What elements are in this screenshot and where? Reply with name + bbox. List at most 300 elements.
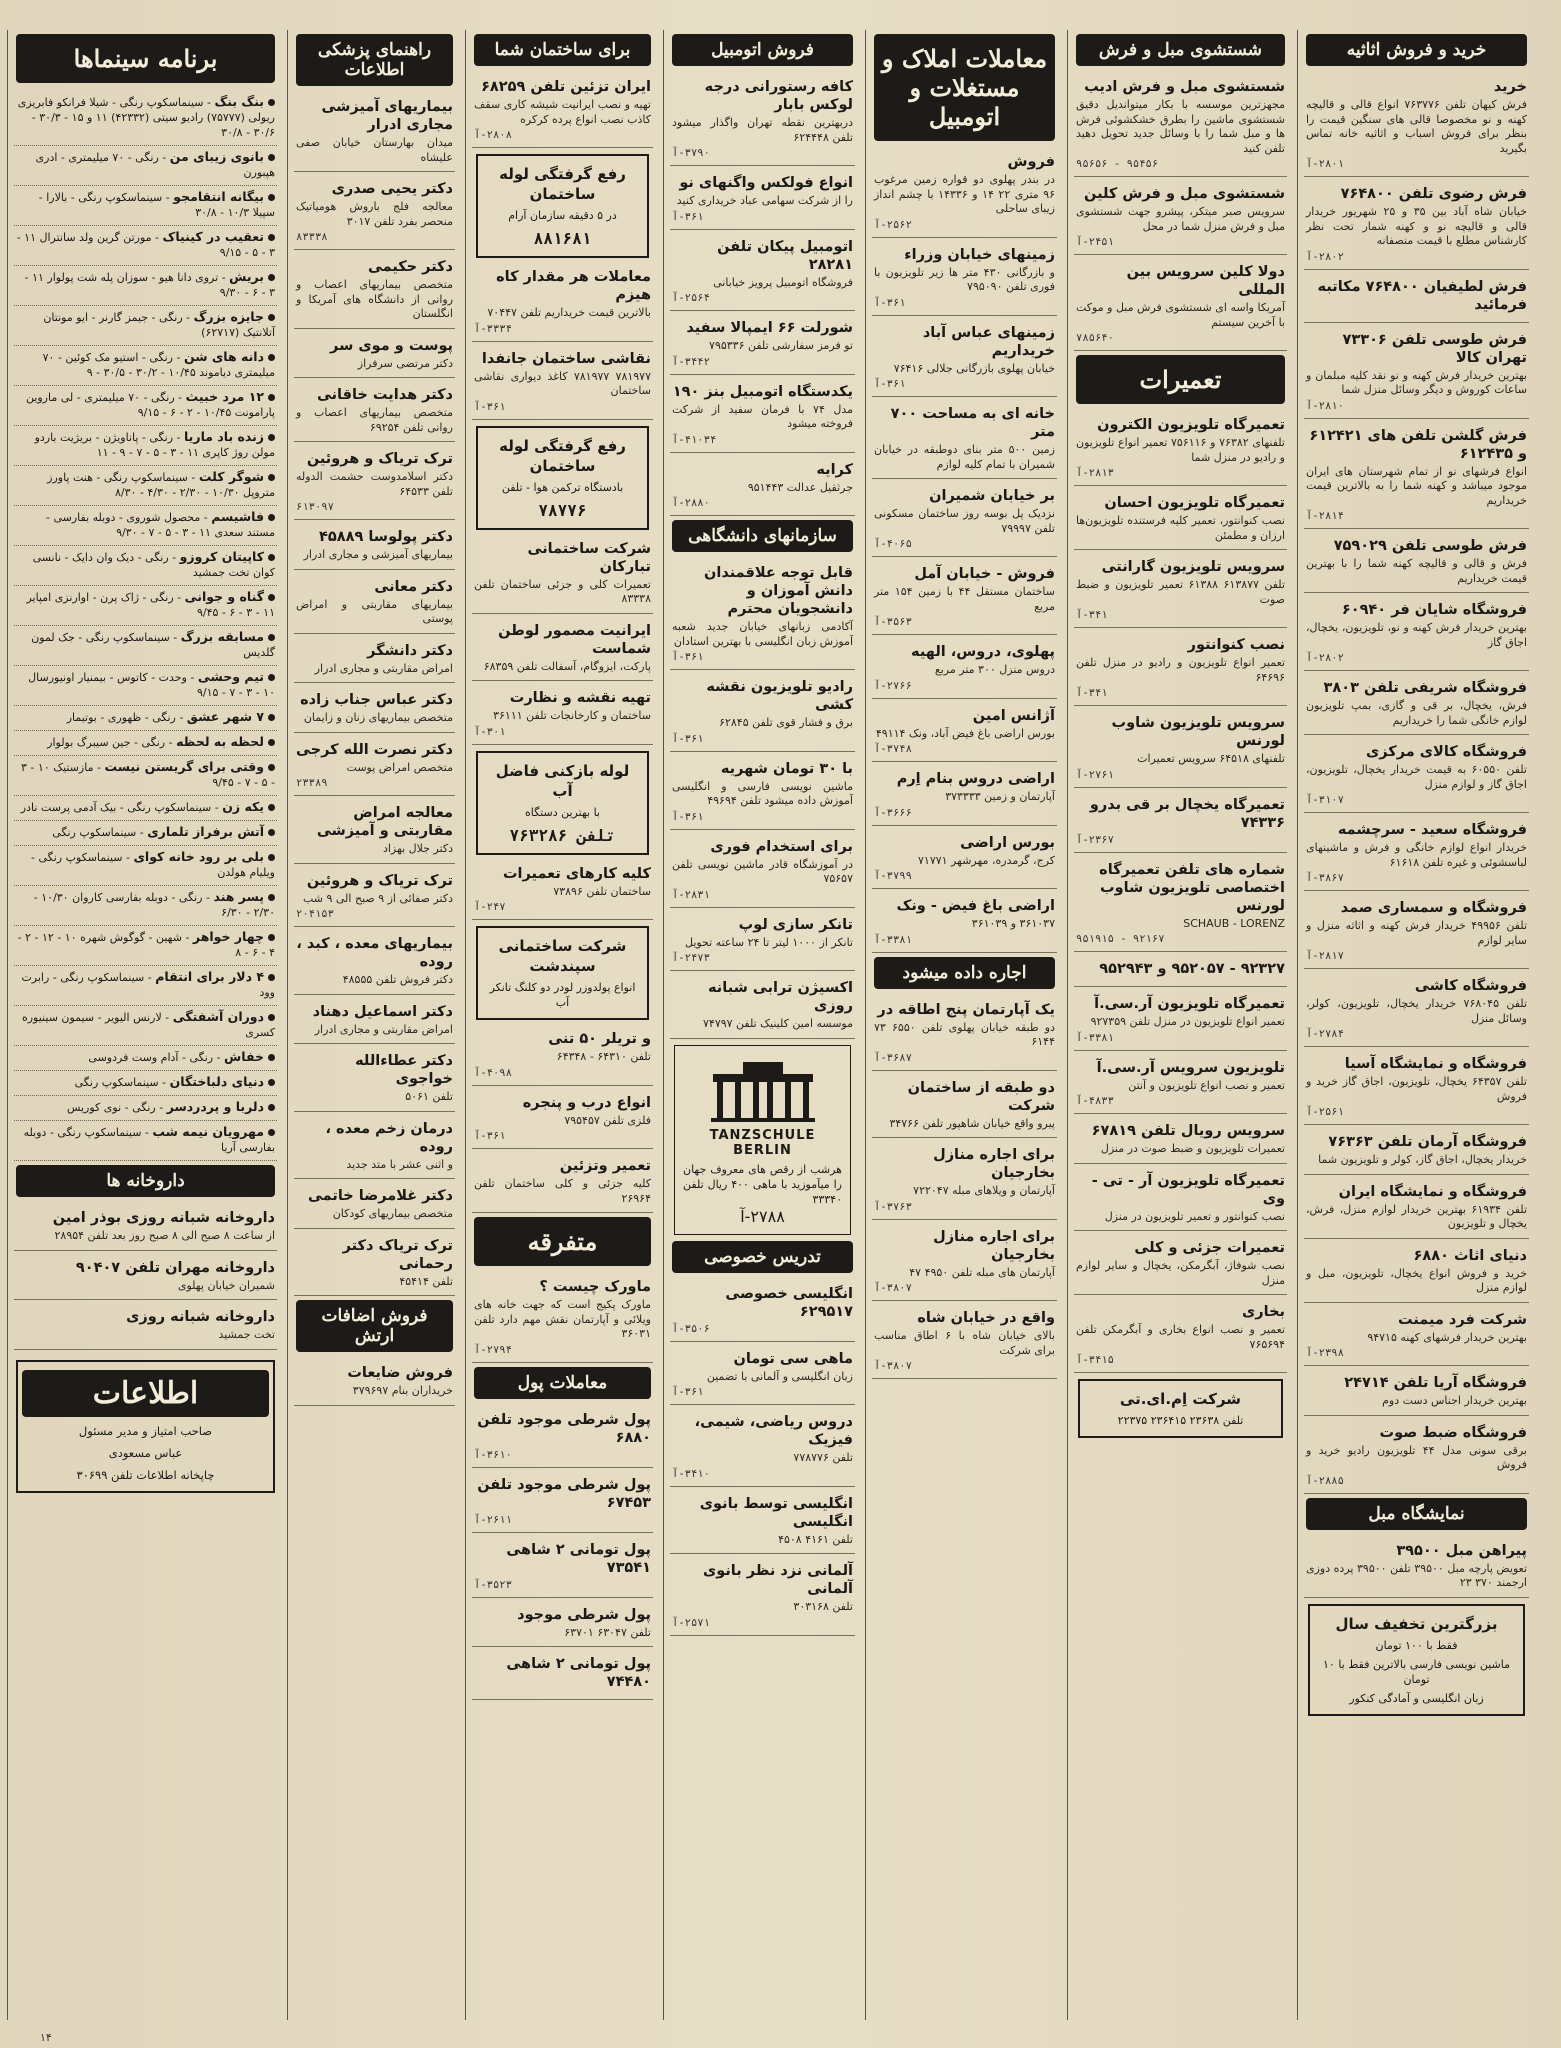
ad-body: تعمیرات کلی و جزئی ساختمان تلفن ۸۳۳۳۸	[474, 577, 651, 605]
ad-title: فرش طوسی تلفن ۷۵۹۰۲۹	[1333, 538, 1527, 554]
ad-body: خریداران بنام ۳۷۹۶۹۷	[352, 1384, 453, 1397]
display-ad-phone: ۸۸۱۶۸۱	[533, 229, 592, 248]
ad-code: ۲۳۳۸۹	[296, 777, 328, 789]
film-title: ۷ شهر عشق	[186, 709, 264, 724]
classified-ad	[472, 74, 653, 148]
ad-body: و بازرگانی ۴۳۰ متر ها زیر تلویزیون با فوری تلفن ۷۹۵۰۹۰	[874, 265, 1055, 293]
ad-body: تلفن ۷۷۸۷۷۶	[793, 1451, 853, 1464]
ad-code: ۲۸۸۰-آ	[672, 497, 710, 509]
ad-title: دکتر هدایت خاقانی	[316, 387, 453, 403]
ad-code: ۳۵۲۳-آ	[474, 1578, 512, 1591]
separator: -	[174, 391, 186, 404]
separator: -	[169, 631, 181, 644]
classified-ad	[1074, 632, 1287, 706]
ad-code: ۲۸۳۱-آ	[672, 888, 710, 901]
display-ad-text: ماشین نویسی فارسی بالاترین فقط با ۱۰ تومان	[1323, 1657, 1510, 1686]
classified-ad	[472, 1472, 653, 1533]
separator: -	[218, 271, 230, 284]
cinema-listing	[14, 586, 277, 626]
ad-code: ۳۷۹۰-آ	[672, 147, 710, 159]
ad-code: ۳۶۱-آ	[474, 1130, 506, 1142]
ad-body: دو طبقه خیابان پهلوی تلفن ۶۵۵۰ ۷۳ ۶۱۴۴	[874, 1020, 1055, 1048]
masthead-line: چاپخانه اطلاعات تلفن ۳۰۶۹۹	[76, 1467, 215, 1482]
classified-ad	[872, 639, 1057, 699]
ad-code: ۳۶۱-آ	[672, 732, 704, 745]
separator: -	[186, 671, 198, 684]
cinema-listing	[14, 226, 277, 266]
film-details: وحدت - کاتوس - بیمنیار اونیورسال ۱۰ - ۳ - ۷ - ۹/۱۵	[28, 671, 275, 699]
film-details: شهین - گوگوش شهره ۱۰ - ۱۲ - ۲ - ۴ - ۶ - ۸	[17, 931, 275, 959]
ad-title: تهیه نقشه و نظارت	[509, 690, 651, 706]
ad-title: یک آپارتمان پنج اطاقه در	[877, 1001, 1055, 1018]
ad-body: ساختمان مستقل ۴۴ با زمین ۱۵۴ متر مربع	[874, 585, 1055, 613]
film-details: رنگی - ظهوری - بوتیمار	[66, 711, 176, 724]
ad-body: بهترین خریدار اجناس دست دوم	[1382, 1394, 1527, 1407]
film-title: دانه های شن	[183, 349, 264, 364]
separator: -	[151, 231, 163, 244]
ad-title: قابل توجه علاقمندان دانش آموزان و دانشجویان محترم	[704, 565, 853, 617]
ad-code: ۲۵۷۱-آ	[672, 1616, 710, 1629]
classified-ad	[1074, 1168, 1287, 1232]
film-title: شوگر کلت	[198, 469, 264, 484]
ad-code: ۳۷۶۳-آ	[874, 1200, 912, 1213]
classified-ad	[1074, 181, 1287, 255]
bullet-icon	[268, 1054, 275, 1061]
film-title: یکه زن	[222, 799, 264, 814]
bullet-icon	[268, 934, 275, 941]
classified-ad	[294, 1360, 455, 1406]
ad-body: آکادمی زبانهای خیابان جدید شعبه آموزش زبان انگلیسی با بهترین استادان	[672, 620, 853, 648]
section-header: داروخانه ها	[16, 1165, 275, 1197]
ad-body: تلفن ۷۶۸۰۴۵ خریدار یخچال، تلویزیون، کولر، وسائل منزل	[1306, 997, 1528, 1025]
column-autos-education	[663, 30, 855, 2020]
ad-body: انواع فرشهای نو از تمام شهرستان های ایران موجود میباشد و کهنه شما را به بالاترین قیمت خریداریم	[1306, 464, 1527, 507]
cinema-listing	[14, 506, 277, 546]
film-title: کاپیتان کروزو	[179, 549, 264, 564]
classified-ad	[1074, 710, 1287, 788]
classified-ad	[1304, 675, 1529, 735]
ad-title: ماورک چیست ؟	[539, 1279, 651, 1295]
section-header: اجاره داده میشود	[874, 957, 1055, 989]
ad-title: سرویس تلویزیون شاوب لورنس	[1111, 715, 1285, 749]
ad-body: دکتر اسلامدوست حشمت الدوله تلفن ۶۴۵۳۳	[296, 470, 453, 498]
film-details: محصول شوروی - دوبله بفارسی - مستند سعدی ۱۱ - ۳ - ۵ - ۷ - ۹/۳۰	[45, 511, 275, 539]
ad-title: تلویزیون سرویس آر.سی.آ	[1096, 1059, 1285, 1076]
ad-title: آلمانی نزد نظر بانوی آلمانی	[702, 1563, 853, 1597]
classified-ad	[1074, 490, 1287, 550]
ad-body: تلفن ۶۴۳۵۷ یخچال، تلویزیون، اجاق گاز خرید و فروش	[1306, 1075, 1527, 1103]
ad-code: ۲۸۰۱-آ	[1306, 158, 1344, 170]
section-header: خرید و فروش اثاثیه	[1306, 34, 1527, 66]
classified-ad	[670, 170, 855, 230]
ad-body: دربهترین نقطه تهران واگذار میشود تلفن ۶۲۴۴۴۸	[672, 116, 853, 144]
bullet-icon	[268, 434, 275, 441]
ad-body: موسسه امین کلینیک تلفن ۷۴۷۹۷	[703, 1017, 853, 1030]
ad-body: فرش، یخچال، بر قی و گازی، بمپ تلویزیون لوازم خانگی شما را خریداریم	[1306, 699, 1527, 727]
ad-title: رادیو تلویزیون نقشه کشی	[706, 679, 853, 713]
classified-ad	[872, 997, 1057, 1071]
dance-school-title: TANZSCHULE BERLIN	[709, 1127, 816, 1158]
ad-title: تعمیرگاه یخچال بر قی بدرو ۷۴۳۳۶	[1089, 796, 1285, 831]
ad-title: اکسیژن ترابی شبانه روزی	[708, 980, 853, 1014]
separator: -	[211, 801, 223, 814]
ad-title: دکتر عطاءالله خواجوی	[355, 1053, 453, 1087]
film-details: رنگی - ژاک پرن - اوارنزی امپایر ۱۱ - ۳ - ۶ - ۹/۴۵	[26, 591, 275, 619]
ad-title: فروشگاه و نمایشگاه ایران	[1338, 1183, 1527, 1200]
display-ad-text: تلفن ۲۳۶۳۸ ۲۳۶۴۱۵ ۲۲۳۷۵	[1117, 1414, 1244, 1427]
cinema-listing	[14, 386, 277, 426]
bullet-icon	[268, 674, 275, 681]
classified-ad	[294, 687, 455, 733]
display-ad-text: بادستگاه ترکمن هوا - تلفن	[501, 480, 624, 494]
bullet-icon	[268, 854, 275, 861]
ad-title: پول شرطی موجود	[517, 1606, 651, 1623]
ad-title: بیماریهای معده ، کبد ، روده	[296, 936, 453, 970]
film-title: دلربا و پردردسر	[166, 1099, 264, 1114]
cinema-listing	[14, 666, 277, 706]
classified-ad	[670, 1491, 855, 1555]
ad-body: نصب کنوانتور و تعمیر تلویزیون در منزل	[1104, 1209, 1285, 1223]
display-ad-title: شرکت اِم.ای.تی	[1119, 1390, 1242, 1408]
classified-ad	[472, 346, 653, 420]
cinema-listing	[14, 966, 277, 1006]
film-title: آتش برفراز تلماری	[147, 824, 264, 839]
classified-ad	[294, 931, 455, 995]
ad-body: آپارتمان های مبله تلفن ۴۹۵۰ ۴۷	[909, 1265, 1055, 1279]
bullet-icon	[268, 354, 275, 361]
ad-title: تعمیرگاه تلویزیون آر.سی.آ	[1094, 996, 1285, 1012]
classified-ad	[670, 457, 855, 517]
ad-body: کلیه جزئی و کلی ساختمان تلفن ۲۶۹۶۴	[474, 1177, 651, 1205]
pharmacy-listing	[14, 1304, 277, 1350]
ad-body: معالجه فلج باروش هومیاتیک منحصر بفرد تلفن ۳۰۱۷	[296, 200, 453, 228]
separator: -	[203, 96, 215, 109]
film-title: بلی بر رود خانه کوای	[133, 849, 264, 864]
classified-ad	[294, 638, 455, 684]
ad-title: ترک تریاک و هروئین	[306, 872, 453, 889]
bullet-icon	[268, 1079, 275, 1086]
ad-title: شستشوی مبل و فرش ادیب	[1084, 79, 1285, 95]
ad-body: ماورک پکیج است که جهت خانه های ویلائی و آپارتمان نقش مهم دارد تلفن ۳۶۰۳۱	[474, 1298, 651, 1340]
ad-code: ۳۳۸۱-آ	[874, 933, 912, 946]
ad-title: انگلیسی خصوصی ۶۲۹۵۱۷	[725, 1285, 853, 1320]
classified-ad	[872, 561, 1057, 635]
section-header: برای ساختمان شما	[474, 34, 651, 66]
film-title: تعقیب در کینیاک	[162, 229, 264, 244]
separator: -	[141, 1126, 153, 1139]
bullet-icon	[268, 714, 275, 721]
bullet-icon	[268, 804, 275, 811]
ad-title: شماره های تلفن تعمیرگاه اختصاصی تلویزیون شاوب لورنس	[1099, 861, 1285, 914]
display-ad	[476, 426, 649, 530]
classified-ad	[1304, 423, 1529, 530]
cinema-listing	[14, 1121, 277, 1161]
ad-title: خانه ای به مساحت ۷۰۰ متر	[890, 406, 1055, 440]
ad-code: ۳۳۸۱-آ	[1076, 1031, 1114, 1044]
ad-body: تعویض پارچه مبل ۳۹۵۰۰ تلفن ۳۹۵۰۰ پرده دوزی ارجمند ۳۷۰ ۲۳	[1306, 1561, 1528, 1589]
separator: -	[136, 826, 148, 839]
film-title: بانوی زیبای من	[169, 149, 264, 164]
cinema-listing	[14, 821, 277, 846]
classified-ad	[294, 176, 455, 250]
classified-ad	[872, 401, 1057, 479]
classified-ad	[670, 560, 855, 670]
cinema-listing	[14, 796, 277, 821]
ad-body: فروشگاه اتومبیل پرویز خیابانی	[713, 275, 853, 289]
ad-title: دکتر معانی	[374, 578, 453, 595]
ad-code: ۳۷۹۹-آ	[874, 870, 912, 882]
separator: -	[158, 151, 170, 164]
classified-ad	[1304, 973, 1529, 1047]
classified-ad	[872, 320, 1057, 398]
film-title: چهار خواهر	[192, 929, 264, 944]
cinema-listing	[14, 346, 277, 386]
display-ad-phone: تلفن ۷۶۳۲۸۶	[509, 825, 616, 845]
pharmacy-details: تخت جمشید	[218, 1328, 275, 1341]
ad-code: ۳۴۱۵-آ	[1076, 1354, 1114, 1366]
ad-body: متخصص بیماریهای اعصاب و روانی از دانشگاه های آمریکا و انگلستان	[296, 278, 453, 320]
bullet-icon	[268, 314, 275, 321]
bullet-icon	[268, 554, 275, 561]
column-real-estate	[865, 30, 1057, 2020]
bullet-icon	[268, 234, 275, 241]
cinema-listing	[14, 546, 277, 586]
ad-title: دولا کلین سرویس بین المللی	[1126, 264, 1285, 298]
separator: -	[202, 891, 214, 904]
classified-ad	[1304, 181, 1529, 270]
ad-body: آپارتمان و ویلاهای مبله ۷۲۲۰۴۷	[913, 1184, 1055, 1197]
cinema-listing	[14, 1096, 277, 1121]
ad-title: ماهی سی تومان	[733, 1350, 853, 1367]
ad-body: فلزی تلفن ۷۹۵۴۵۷	[564, 1113, 651, 1127]
ad-code: ۳۴۱-آ	[1076, 687, 1108, 699]
classified-ad	[1304, 739, 1529, 813]
ad-body: نزدیک پل بوسه روز ساختمان مسکونی تلفن ۷۹۹۹۷	[874, 507, 1055, 535]
ad-code: ۳۴۱-آ	[1076, 609, 1108, 621]
ad-title: معاملات هر مقدار کاه هیزم	[496, 269, 651, 303]
bullet-icon	[268, 194, 275, 201]
ad-body: ۷۸۱۹۷۷ ۷۸۱۹۷۷ کاغذ دیواری نقاشی ساختمان	[474, 369, 651, 397]
pharmacy-name: داروخانه شبانه روزی بوذر امین	[52, 1210, 275, 1226]
film-details: مورتن گرین ولد سانترال ۱۱ - ۳ - ۵ - ۹/۱۵	[16, 231, 275, 259]
ad-title: نقاشی ساختمان جانفدا	[481, 350, 651, 367]
classified-ad	[294, 94, 455, 172]
ad-title: ترک تریاک دکتر رحمانی	[342, 1237, 453, 1272]
ad-body: تلفن ۶۱۹۳۴ بهترین خریدار لوازم منزل، فرش، یخچال و تلویزیون	[1306, 1202, 1527, 1230]
ad-title: دکتر اسماعیل دهناد	[312, 1003, 453, 1020]
ad-title: فرش رضوی تلفن ۷۶۴۸۰۰	[1340, 186, 1527, 202]
ad-code: ۳۵۶۳-آ	[874, 616, 912, 628]
ad-code: ۳۶۱-آ	[874, 296, 906, 309]
ad-body: بهترین خریدار فرشهای کهنه ۹۴۷۱۵	[1367, 1330, 1527, 1344]
separator: -	[173, 431, 184, 444]
display-ad-title: لوله بازکنی فاضل آب	[495, 761, 630, 800]
pharmacy-listing	[14, 1205, 277, 1251]
classified-ad	[1304, 274, 1529, 323]
column-furniture-repairs	[1067, 30, 1287, 2020]
film-details: رنگی - آدام وست فردوسی	[88, 1051, 214, 1064]
ad-title: بخاری	[1242, 1304, 1285, 1320]
ad-title: فروشگاه کالای مرکزی	[1365, 744, 1527, 760]
column-cinema	[7, 30, 277, 2020]
classified-ad	[472, 1153, 653, 1213]
film-title: زنده باد ماریا	[183, 429, 264, 444]
film-details: مازستیک ۱۰ - ۳ - ۵ - ۷ - ۹/۴۵	[21, 761, 275, 789]
ad-title: فروشگاه و نمایشگاه آسیا	[1344, 1056, 1527, 1072]
classified-ad	[872, 149, 1057, 238]
ad-title: فرش گلشن تلفن های ۶۱۲۴۲۱ و ۶۱۲۴۳۵	[1309, 427, 1527, 462]
ad-title: معالجه امراض مقاربتی و آمیزشی	[316, 805, 453, 839]
ad-body: ساختمان تلفن ۷۳۸۹۶	[553, 884, 651, 898]
ad-body: تانکر از ۱۰۰۰ لیتر تا ۲۴ ساعته تحویل	[684, 935, 853, 949]
classified-ad	[472, 1026, 653, 1086]
classified-ad	[472, 264, 653, 342]
bullet-icon	[268, 894, 275, 901]
bullet-icon	[268, 1014, 275, 1021]
ad-body: در آموزشگاه قادر ماشین نویسی تلفن ۷۵۶۵۷	[672, 857, 853, 885]
section-header: فروش اتومبیل	[672, 34, 853, 66]
classified-ad	[472, 1537, 653, 1598]
ad-title: فروشگاه آرمان تلفن ۷۶۳۶۳	[1328, 1134, 1527, 1150]
film-details: رنگی - جین سیبرگ بولوار	[47, 736, 166, 749]
pharmacy-details: شمیران خیابان پهلوی	[177, 1278, 275, 1292]
film-title: مسابقه بزرگ	[180, 629, 264, 644]
ad-title: فروش - خیابان آمل	[914, 566, 1055, 582]
separator: -	[187, 471, 199, 484]
ad-title: دنیای اثاث ۶۸۸۰	[1413, 1247, 1527, 1264]
ad-code: ۳۳۳۴-آ	[474, 322, 512, 335]
ad-title: دکتر یحیی صدری	[331, 181, 453, 197]
newspaper-logo: اطلاعات	[22, 1370, 269, 1417]
classified-ad	[1304, 895, 1529, 969]
ad-body: تلفن ۴۹۹۵۶ خریدار فرش کهنه و اثاثه منزل و سایر لوازم	[1306, 919, 1528, 947]
ad-code: ۳۶۸۷-آ	[874, 1051, 912, 1064]
film-details: سینماسکوپ رنگی - رابرت وود	[21, 971, 275, 999]
classified-ad	[472, 685, 653, 745]
classified-ad	[1304, 1243, 1529, 1303]
ad-title: تعمیرات جزئی و کلی	[1134, 1240, 1285, 1256]
ad-code: ۲۳۶۷-آ	[1076, 833, 1114, 846]
ad-title: فروشگاه شریفی تلفن ۳۸۰۳	[1323, 680, 1527, 696]
ad-title: فروشگاه و سمساری صمد	[1340, 900, 1527, 916]
ad-title: فروشگاه کاشی	[1414, 978, 1527, 994]
pharmacy-listing	[14, 1255, 277, 1301]
ad-body: زمین ۵۰۰ متر بنای دوطبقه در خیابان شمیران با تمام کلیه لوازم	[874, 443, 1055, 471]
ad-body: برقی سونی مدل ۴۴ تلویزیون رادیو خرید و فروش	[1306, 1443, 1527, 1471]
film-details: رنگی - پاناویژن - بریژیت باردو مولن روژ کاپری ۱۱ - ۳ - ۵ - ۷ - ۹ - ۱۱	[34, 431, 275, 459]
film-title: وقتی برای گریستن نیست	[104, 759, 264, 774]
ad-body: بالاترین قیمت خریداریم تلفن ۷۰۴۴۷	[487, 306, 651, 319]
classified-ad	[472, 1407, 653, 1468]
ad-code: ۶۱۳۰۹۷	[296, 501, 334, 513]
column-buy-sell	[1297, 30, 1529, 2020]
ad-body: امراض مقاربتی و مجاری ادرار	[314, 661, 453, 675]
ad-title: برای استخدام فوری	[710, 838, 853, 855]
separator: -	[122, 851, 134, 864]
classified-ad	[1304, 597, 1529, 671]
ad-title: پوست و موی سر	[330, 337, 453, 354]
ad-body: تلفنهای ۷۶۳۸۲ و ۷۵۶۱۱۶ تعمیر انواع تلویزیون و رادیو در منزل شما	[1076, 436, 1285, 464]
ad-code: ۲۵۶۲-آ	[874, 218, 912, 231]
cinema-listing	[14, 1046, 277, 1071]
ad-title: بورس اراضی	[960, 834, 1055, 851]
film-title: جایزه بزرگ	[193, 309, 264, 324]
classified-ad	[670, 1558, 855, 1636]
separator: -	[168, 551, 180, 564]
ad-code: ۲۸۱۳-آ	[1076, 467, 1114, 479]
separator: -	[155, 1101, 167, 1114]
film-details: رنگی - ۷۰ میلیمتری - لی ماروین پارامونت ۱۰/۴۵ - ۲ - ۶ - ۹/۱۵	[25, 391, 275, 419]
ad-title: سرویس تلویزیون گارانتی	[1101, 559, 1285, 575]
ad-code: ۲۸۰۲-آ	[1306, 652, 1344, 664]
masthead-line: عباس مسعودی	[108, 1445, 183, 1460]
ad-code: ۳۸۰۷-آ	[874, 1360, 912, 1372]
classified-ad	[872, 703, 1057, 763]
ad-title: کافه رستورانی درجه لوکس بابار	[704, 79, 853, 113]
ad-body: فرش کیهان تلفن ۷۶۳۷۷۶ انواع قالی و قالیچه کهنه و نو مخصوصا قالی های سنگین قیمت را بنظر برای فروش اسباب و اثاثیه خانه تماس بگیرید	[1306, 98, 1527, 155]
separator: -	[144, 971, 156, 984]
ad-code: ۳۵۰۶-آ	[672, 1322, 710, 1335]
masthead-line: صاحب امتیاز و مدیر مسئول	[78, 1423, 213, 1438]
ad-body: متخصص بیماریهای اعصاب و روانی تلفن ۶۹۲۵۴	[296, 406, 453, 434]
section-header: معاملات املاک و مستغلات و اتومبیل	[874, 34, 1055, 141]
ad-body: تلفنهای ۶۴۵۱۸ سرویس تعمیرات	[1137, 752, 1285, 765]
section-header: تعمیرات	[1076, 355, 1285, 404]
cinema-listing	[14, 91, 277, 146]
ad-code: ۲۴۵۱-آ	[1076, 236, 1114, 248]
classified-ad	[294, 446, 455, 520]
ad-title: خرید	[1493, 79, 1527, 95]
bullet-icon	[268, 594, 275, 601]
bullet-icon	[268, 829, 275, 836]
ad-body: تلفن ۳۰۳۱۶۸	[793, 1600, 853, 1613]
ad-body: تلفن ۵۰۶۱	[405, 1090, 453, 1103]
classified-ad	[1074, 991, 1287, 1051]
ad-body: خیابان پهلوی بازرگانی جلالی ۷۶۴۱۶	[893, 361, 1055, 375]
classified-ad	[1304, 1538, 1529, 1598]
cinema-listing	[14, 146, 277, 186]
ad-code: ۲۷۶۱-آ	[1076, 768, 1114, 781]
ad-body: تلفن ۴۵۴۱۴	[399, 1274, 453, 1288]
ad-body: خریدار یخچال، اجاق گاز، کولر و تلویزیون شما	[1318, 1153, 1527, 1166]
classified-ad	[872, 1224, 1057, 1302]
ad-title: واقع در خیابان شاه	[917, 1310, 1055, 1326]
ad-title: دکتر عباس جناب زاده	[300, 692, 453, 708]
separator: -	[93, 761, 105, 774]
section-header: متفرقه	[474, 1217, 651, 1266]
film-title: ۴ دلار برای انتقام	[155, 969, 264, 984]
ad-title: فروشگاه شایان فر ۶۰۹۴۰	[1341, 602, 1527, 618]
cinema-listing	[14, 706, 277, 731]
ad-body: تلفن ۶۳۰۴۷ ۶۳۷۰۱	[564, 1625, 651, 1639]
bullet-icon	[268, 764, 275, 771]
cinema-listing	[14, 266, 277, 306]
ad-body: تلفن ۶۰۵۵۰ به قیمت خریدار یخچال، تلویزیون، اجاق گاز و لوازم منزل	[1306, 763, 1527, 791]
classified-ad	[1074, 857, 1287, 953]
column-buildings	[465, 30, 653, 2020]
ad-body: مجهزترین موسسه با بکار میتواندیل دقیق شستشوی ماشین را بطرق خشکشوئی فرش ها و مبل شما را با وسائل جدید تحویل دهید تلفن کنید	[1076, 98, 1285, 155]
classified-ad	[670, 975, 855, 1039]
classified-ad	[1304, 1051, 1529, 1125]
film-title: لحظه به لحظه	[176, 734, 264, 749]
classified-ad	[1074, 1235, 1287, 1295]
classified-ad	[670, 1281, 855, 1342]
ad-body: بیماریهای آمیزشی و مجاری ادرار	[303, 548, 453, 561]
section-header: شستشوی مبل و فرش	[1076, 34, 1285, 66]
film-title: بریش	[229, 269, 264, 284]
display-ad	[1308, 1604, 1525, 1716]
classified-ad	[294, 1116, 455, 1180]
